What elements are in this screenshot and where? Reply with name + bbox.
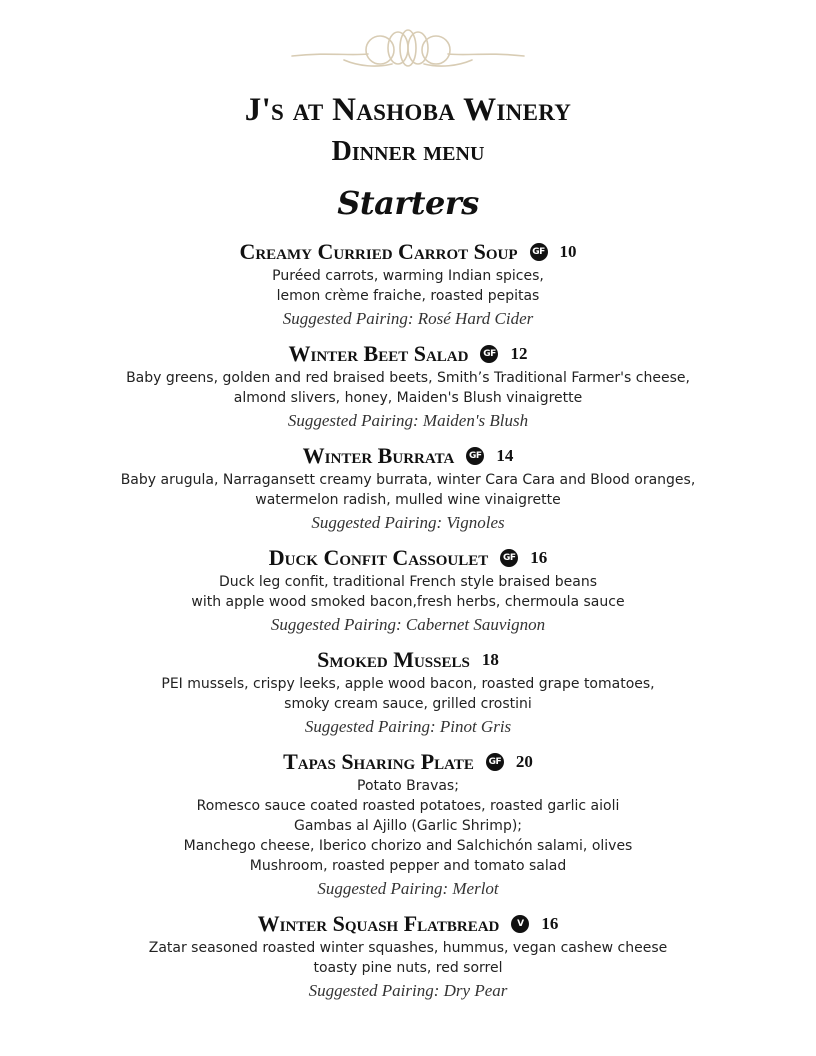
suggested-pairing: Suggested Pairing: Maiden's Blush [287, 411, 529, 430]
dish-description-line: Duck leg confit, traditional French style braised beans [218, 574, 598, 590]
flourish-ornament [288, 26, 528, 72]
menu-item [0, 238, 816, 330]
menu-subtitle: Dinner menu [331, 136, 485, 167]
menu-items [0, 238, 816, 1012]
dish-description-line: Manchego cheese, Iberico chorizo and Salchichón salami, olives [183, 838, 633, 854]
dish-description-line: lemon crème fraiche, roasted pepitas [276, 288, 540, 304]
dish-description-line: Puréed carrots, warming Indian spices, [272, 268, 544, 284]
dish-description-line: Zatar seasoned roasted winter squashes, hummus, vegan cashew cheese [148, 940, 668, 956]
dish-description-line: almond slivers, honey, Maiden's Blush vinaigrette [233, 390, 583, 406]
dish-description-line: Baby arugula, Narragansett creamy burrata, winter Cara Cara and Blood oranges, [120, 472, 696, 488]
menu-item-header [0, 442, 816, 470]
suggested-pairing: Suggested Pairing: Cabernet Sauvignon [270, 615, 546, 634]
vegan-badge-icon: V [511, 915, 529, 933]
menu-item [0, 340, 816, 432]
dish-name: Smoked Mussels [317, 647, 470, 672]
dish-name: Duck Confit Cassoulet [268, 545, 489, 570]
menu-item-header [0, 748, 816, 776]
suggested-pairing: Suggested Pairing: Dry Pear [308, 981, 508, 1000]
menu-item [0, 442, 816, 534]
gluten-free-badge-icon: GF [486, 753, 504, 771]
dish-name: Winter Squash Flatbread [257, 911, 500, 936]
dish-description-line: Potato Bravas; [357, 778, 459, 794]
menu-item-header [0, 340, 816, 368]
dish-name: Winter Burrata [302, 443, 455, 468]
restaurant-title: J's at Nashoba Winery [244, 92, 572, 128]
gluten-free-badge-icon: GF [466, 447, 484, 465]
dish-description-line: Gambas al Ajillo (Garlic Shrimp); [293, 818, 523, 834]
gluten-free-badge-icon: GF [500, 549, 518, 567]
dish-price: 18 [481, 650, 499, 669]
dish-description-line: PEI mussels, crispy leeks, apple wood bacon, roasted grape tomatoes, [161, 676, 655, 692]
dish-price: 16 [541, 914, 559, 933]
dish-description-line: with apple wood smoked bacon,fresh herbs, chermoula sauce [191, 594, 625, 610]
menu-item [0, 748, 816, 900]
dish-price: 16 [530, 548, 548, 567]
gluten-free-badge-icon: GF [480, 345, 498, 363]
menu-item-header [0, 910, 816, 938]
suggested-pairing: Suggested Pairing: Vignoles [311, 513, 505, 532]
dish-price: 20 [515, 752, 533, 771]
menu-item-header [0, 238, 816, 266]
menu-item-header [0, 544, 816, 572]
dish-price: 14 [496, 446, 514, 465]
gluten-free-badge-icon: GF [530, 243, 548, 261]
dish-description-line: Mushroom, roasted pepper and tomato salad [249, 858, 567, 874]
dish-name: Winter Beet Salad [288, 341, 469, 366]
menu-item [0, 910, 816, 1002]
section-heading: Starters [337, 184, 479, 222]
dish-name: Creamy Curried Carrot Soup [239, 239, 518, 264]
menu-item-header [0, 646, 816, 674]
dish-description-line: watermelon radish, mulled wine vinaigrette [255, 492, 561, 508]
dish-price: 12 [510, 344, 528, 363]
dish-description-line: smoky cream sauce, grilled crostini [284, 696, 532, 712]
menu-item [0, 646, 816, 738]
dish-description-line: Baby greens, golden and red braised beets, Smith’s Traditional Farmer's cheese, [126, 370, 690, 386]
dish-name: Tapas Sharing Plate [283, 749, 474, 774]
suggested-pairing: Suggested Pairing: Pinot Gris [304, 717, 512, 736]
dish-description-line: Romesco sauce coated roasted potatoes, roasted garlic aioli [196, 798, 620, 814]
suggested-pairing: Suggested Pairing: Rosé Hard Cider [282, 309, 534, 328]
suggested-pairing: Suggested Pairing: Merlot [317, 879, 499, 898]
dish-description-line: toasty pine nuts, red sorrel [313, 960, 503, 976]
dish-price: 10 [559, 242, 577, 261]
menu-item [0, 544, 816, 636]
